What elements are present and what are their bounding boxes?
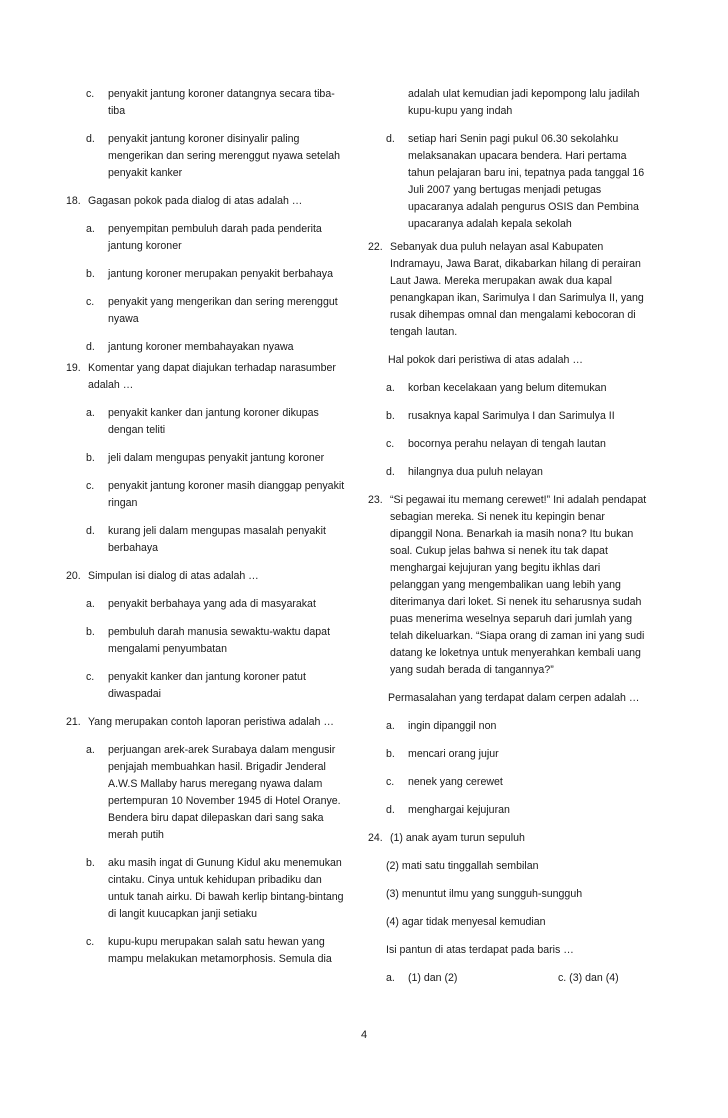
q18-option-b: [66, 266, 350, 283]
option-label: a.: [386, 972, 395, 984]
q18-option-c: [66, 294, 350, 328]
option-text: penyakit jantung koroner masih dianggap penyakit ringan: [108, 480, 345, 509]
option-label: a.: [86, 598, 95, 610]
q24-options-row: [368, 970, 650, 987]
option-label: a.: [386, 720, 395, 732]
option-label: c.: [386, 776, 395, 788]
q23-option-a: [368, 718, 650, 735]
question-text: Gagasan pokok pada dialog di atas adalah …: [88, 195, 303, 207]
question-text: Simpulan isi dialog di atas adalah …: [88, 570, 259, 582]
q22-option-d: [368, 464, 650, 481]
option-text: penyempitan pembuluh darah pada penderita jantung koroner: [108, 223, 322, 252]
option-label: d.: [86, 133, 95, 145]
option-label: c.: [86, 296, 95, 308]
option-a-text: (1) dan (2): [408, 972, 458, 984]
question-prompt: Permasalahan yang terdapat dalam cerpen adalah …: [388, 692, 640, 704]
option-label: b.: [386, 748, 395, 760]
q22-option-b: [368, 408, 650, 425]
question-23: [368, 492, 650, 679]
option-label: d.: [86, 525, 95, 537]
q20-option-a: [66, 596, 350, 613]
option-text: menghargai kejujuran: [408, 804, 510, 816]
option-label: c.: [386, 438, 395, 450]
q21-option-c: [66, 934, 350, 968]
option-text: mencari orang jujur: [408, 748, 499, 760]
page-number: 4: [360, 1029, 368, 1041]
option-text: ingin dipanggil non: [408, 720, 497, 732]
q20-option-b: [66, 624, 350, 658]
question-text: Sebanyak dua puluh nelayan asal Kabupaten Indramayu, Jawa Barat, dikabarkan hilang di perairan Laut Jawa. Mereka merupakan awak dua kapal penangkapan ikan, Sarimulya I dan Sarimulya II, yang rusak dihempas omnal dan mengalami kebocoran di tengah lautan.: [390, 241, 644, 338]
option-label: b.: [86, 626, 95, 638]
option-label: d.: [386, 133, 395, 145]
option-text: perjuangan arek-arek Surabaya dalam mengusir penjajah membuahkan hasil. Brigadir Jenderal A.W.S Mallaby harus meregang nyawa dalam pertempuran 10 November 1945 di Hotel Oranye. Bendera biru dapat dilepaskan dari sang saka merah putih: [108, 744, 341, 841]
pantun-line-1: (1) anak ayam turun sepuluh: [390, 832, 525, 844]
left-column: [66, 86, 350, 979]
q22-option-a: [368, 380, 650, 397]
q20-option-c: [66, 669, 350, 703]
option-label: c.: [86, 88, 95, 100]
question-number: 20.: [66, 570, 81, 582]
option-text: jantung koroner membahayakan nyawa: [108, 341, 294, 353]
question-prompt: Hal pokok dari peristiwa di atas adalah …: [388, 354, 583, 366]
option-text: bocornya perahu nelayan di tengah lautan: [408, 438, 606, 450]
q23-option-c: [368, 774, 650, 791]
q19-option-b: [66, 450, 350, 467]
question-number: 18.: [66, 195, 81, 207]
question-number: 21.: [66, 716, 81, 728]
q17-option-c: [66, 86, 350, 120]
question-19: [66, 360, 350, 394]
pantun-line-3: (3) menuntut ilmu yang sungguh-sungguh: [386, 888, 583, 900]
option-text: penyakit berbahaya yang ada di masyarakat: [108, 598, 316, 610]
question-number: 22.: [368, 241, 383, 253]
option-label: a.: [86, 744, 95, 756]
question-text: “Si pegawai itu memang cerewet!” Ini adalah pendapat sebagian mereka. Si nenek itu kepingin benar dipanggil Nona. Benarkah ia masih nona? Itu bukan soal. Cukup jelas bahwa si nenek itu tak dapat menghargai kejujuran yang begitu ikhlas dari pelanggan yang mengembalikan uang lebih yang diterimanya dari loket. Si nenek itu seharusnya sudah puas menerima weselnya separuh dari jumlah yang telah dikeluarkan. “Siapa orang di zaman ini yang sudi datang ke loketnya untuk menyerahkan kembali uang yang sudah berada di tangannya?”: [390, 494, 647, 676]
q21-option-a: [66, 742, 350, 844]
option-label: d.: [386, 804, 395, 816]
pantun-line-4: (4) agar tidak menyesal kemudian: [386, 916, 546, 928]
q21-option-c-continued: [368, 86, 650, 120]
option-text: adalah ulat kemudian jadi kepompong lalu jadilah kupu-kupu yang indah: [408, 88, 640, 117]
option-text: korban kecelakaan yang belum ditemukan: [408, 382, 607, 394]
option-c-text: c. (3) dan (4): [558, 972, 619, 984]
question-text: Yang merupakan contoh laporan peristiwa adalah …: [88, 716, 334, 728]
option-label: d.: [386, 466, 395, 478]
option-text: jeli dalam mengupas penyakit jantung koroner: [108, 452, 325, 464]
option-text: aku masih ingat di Gunung Kidul aku menemukan cintaku. Cinya untuk kehidupan pribadiku dan untuk tanah airku. Di bawah kerlip bintang-bintang di langit kuucapkan janji setiaku: [108, 857, 344, 920]
question-prompt: Isi pantun di atas terdapat pada baris …: [386, 944, 574, 956]
option-text: kurang jeli dalam mengupas masalah penyakit berbahaya: [108, 525, 326, 554]
q23-option-d: [368, 802, 650, 819]
question-18: [66, 193, 350, 210]
q18-option-d: [66, 339, 350, 356]
option-label: c.: [86, 671, 95, 683]
question-text: Komentar yang dapat diajukan terhadap narasumber adalah …: [88, 362, 336, 391]
pantun-line-2: (2) mati satu tinggallah sembilan: [386, 860, 539, 872]
option-text: penyakit yang mengerikan dan sering merenggut nyawa: [108, 296, 338, 325]
option-label: a.: [86, 407, 95, 419]
question-21: [66, 714, 350, 731]
q19-option-c: [66, 478, 350, 512]
option-text: penyakit kanker dan jantung koroner patut diwaspadai: [108, 671, 306, 700]
option-text: nenek yang cerewet: [408, 776, 503, 788]
option-text: hilangnya dua puluh nelayan: [408, 466, 543, 478]
option-text: rusaknya kapal Sarimulya I dan Sarimulya II: [408, 410, 615, 422]
q21-option-d: [368, 131, 650, 233]
option-label: c.: [86, 936, 95, 948]
option-text: setiap hari Senin pagi pukul 06.30 sekolahku melaksanakan upacara bendera. Hari pertama tahun pelajaran baru ini, tepatnya pada tanggal 16 Juli 2007 yang bertugas menjadi petugas upacaranya adalah pengurus OSIS dan Pembina upacaranya adalah kepala sekolah: [408, 133, 645, 230]
option-text: jantung koroner merupakan penyakit berbahaya: [108, 268, 333, 280]
option-text: penyakit kanker dan jantung koroner dikupas dengan teliti: [108, 407, 319, 436]
option-label: b.: [86, 268, 95, 280]
option-label: a.: [386, 382, 395, 394]
right-column: [368, 86, 650, 998]
q18-option-a: [66, 221, 350, 255]
question-22: [368, 239, 650, 341]
q19-option-a: [66, 405, 350, 439]
question-24: [368, 830, 650, 847]
option-label: d.: [86, 341, 95, 353]
option-label: c.: [86, 480, 95, 492]
option-label: a.: [86, 223, 95, 235]
option-text: penyakit jantung koroner datangnya secara tiba-tiba: [108, 88, 335, 117]
q19-option-d: [66, 523, 350, 557]
option-text: kupu-kupu merupakan salah satu hewan yang mampu melakukan metamorphosis. Semula dia: [108, 936, 332, 965]
option-label: b.: [86, 452, 95, 464]
option-text: penyakit jantung koroner disinyalir paling mengerikan dan sering merenggut nyawa setelah penyakit kanker: [108, 133, 341, 179]
option-text: pembuluh darah manusia sewaktu-waktu dapat mengalami penyumbatan: [108, 626, 331, 655]
question-20: [66, 568, 350, 585]
question-number: 23.: [368, 494, 383, 506]
question-number: 24.: [368, 832, 383, 844]
q21-option-b: [66, 855, 350, 923]
option-label: b.: [386, 410, 395, 422]
q17-option-d: [66, 131, 350, 182]
q22-option-c: [368, 436, 650, 453]
option-label: b.: [86, 857, 95, 869]
question-number: 19.: [66, 362, 81, 374]
q23-option-b: [368, 746, 650, 763]
